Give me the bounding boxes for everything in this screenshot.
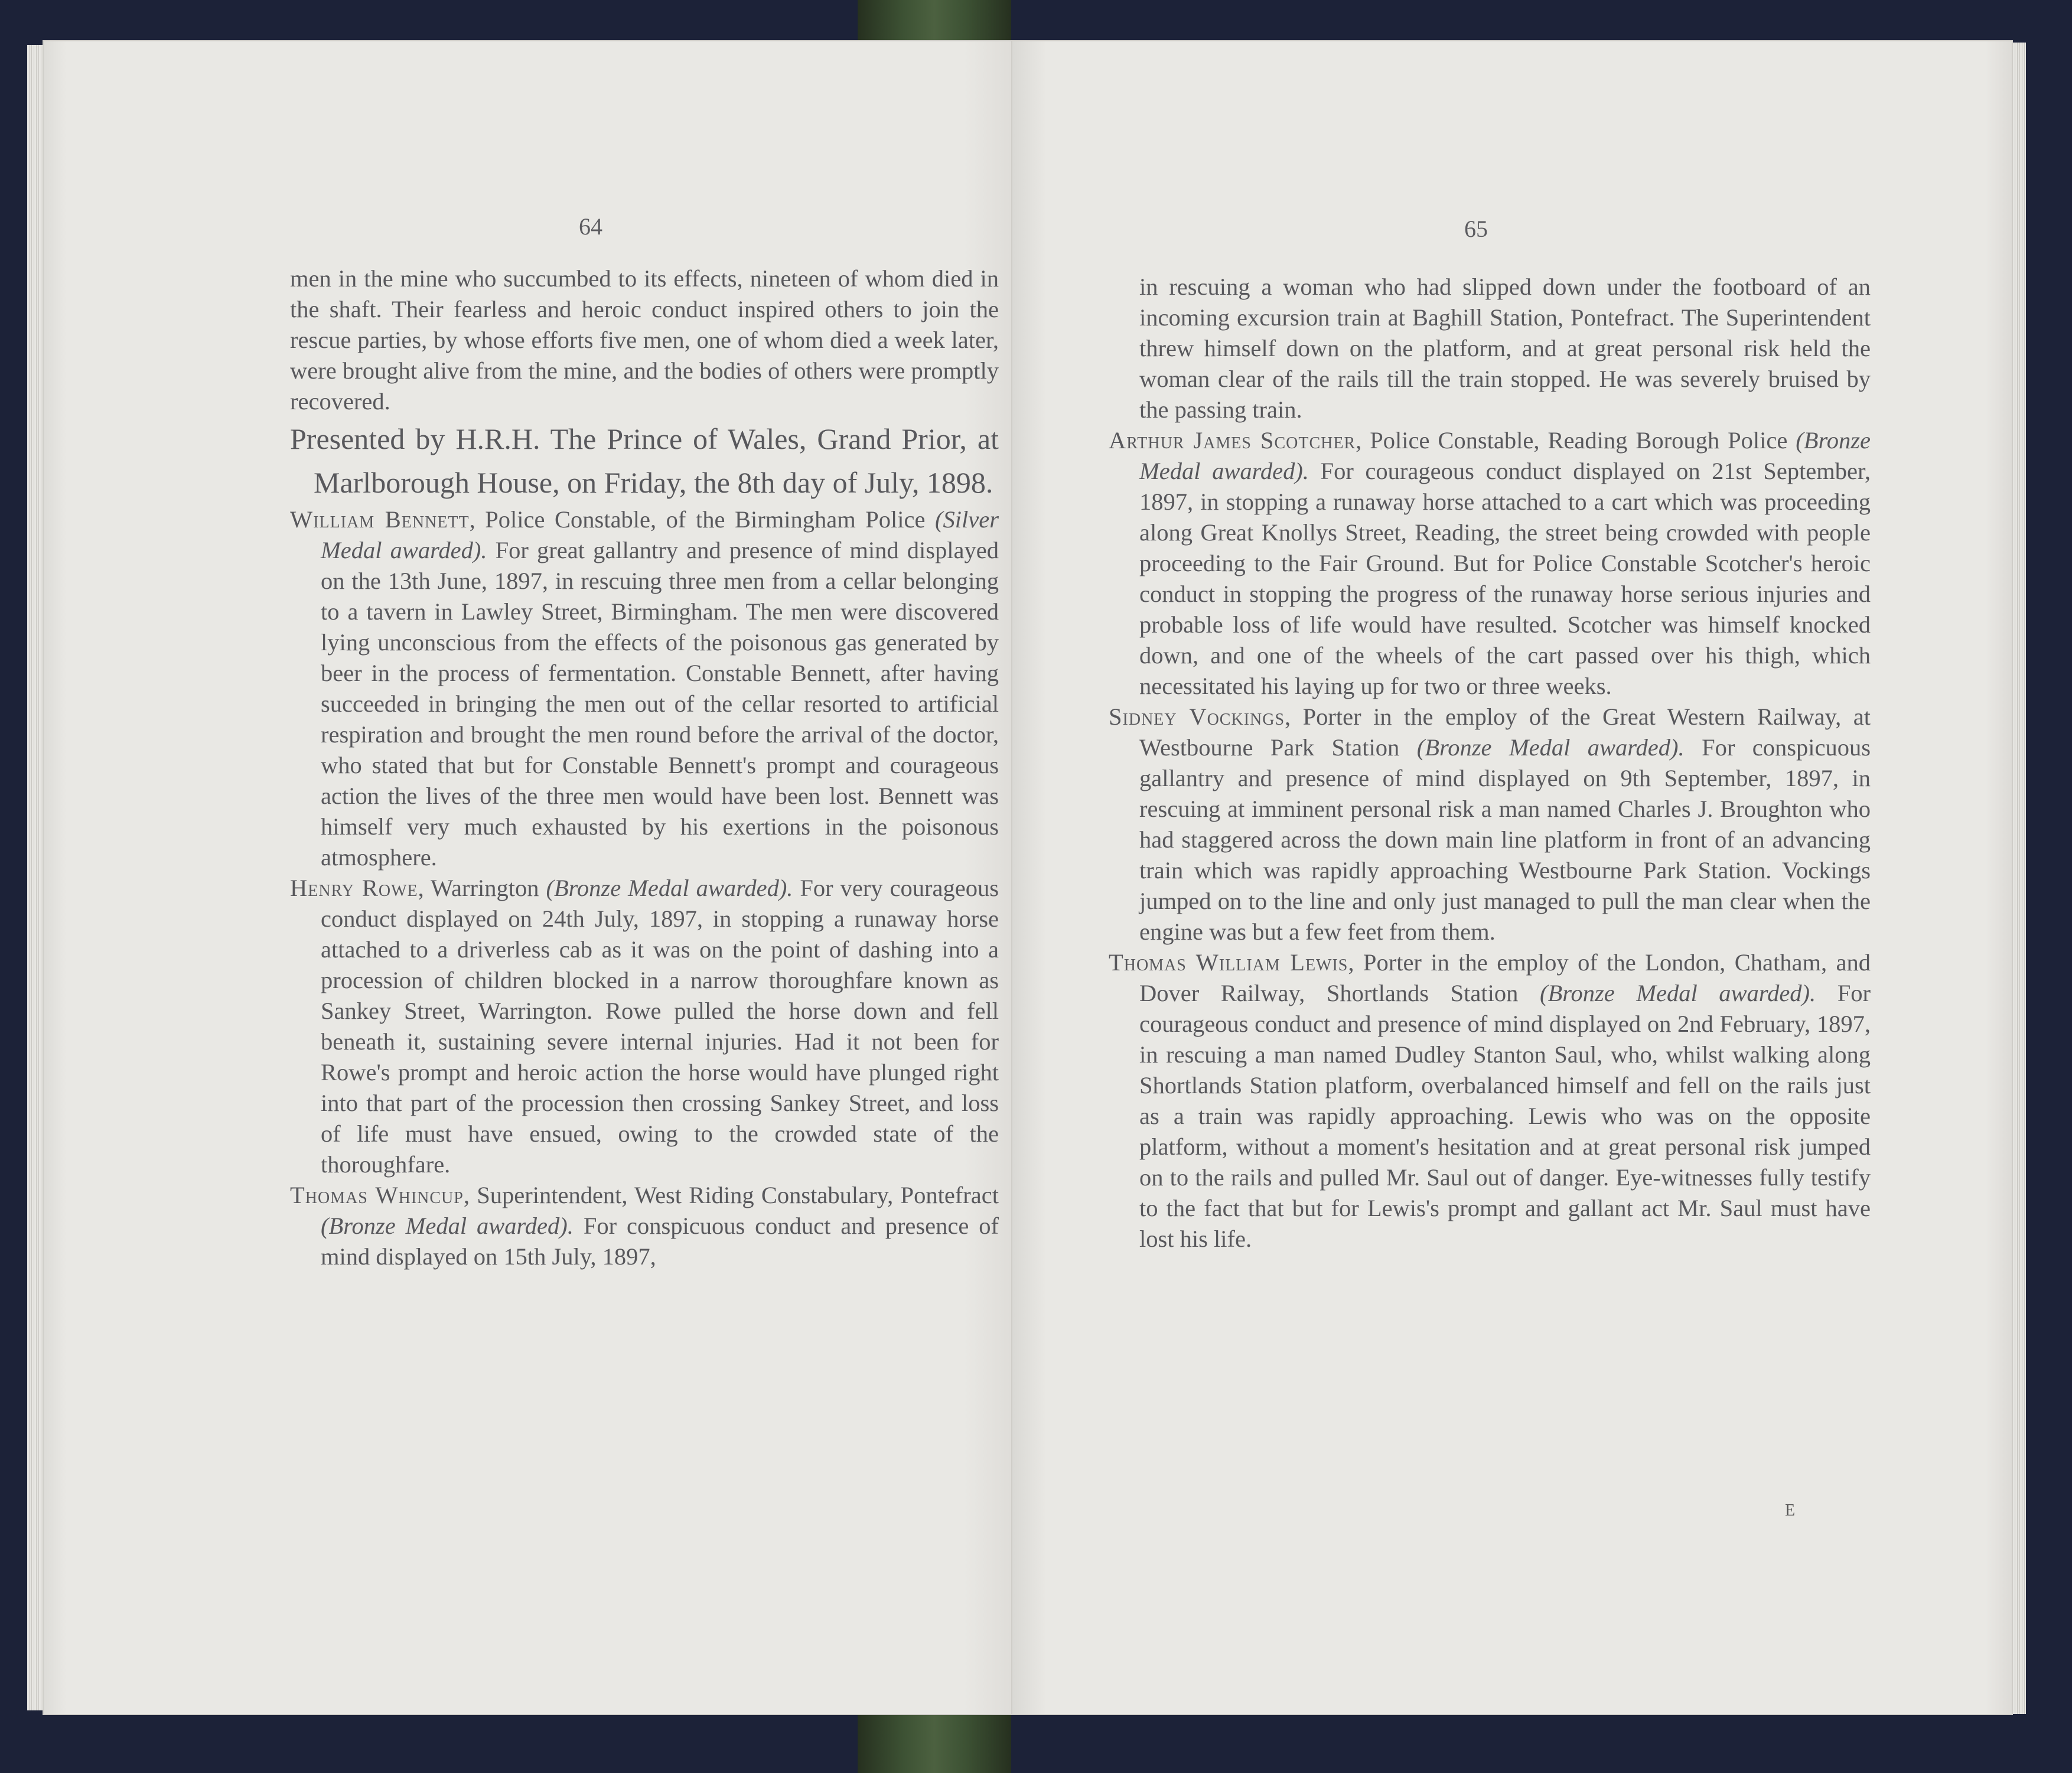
recipient-role: , Superintendent, West Riding Constabulary, Pontefract	[463, 1182, 999, 1208]
medal-award: (Bronze Medal awarded).	[321, 1213, 574, 1239]
recipient-name: Thomas William Lewis	[1109, 949, 1348, 976]
signature-mark: E	[1785, 1501, 1796, 1520]
award-entry-scotcher	[1109, 425, 1871, 702]
citation-text: For conspicuous gallantry and presence of mind displayed on 9th September, 1897, in rescuing at imminent personal risk a man named Charles J. Broughton who had staggered across the down main line platform in front of an advancing train which was rapidly approaching Westbourne Park Station. Vockings jumped on to the line and only just managed to pull the man clear when the engine was but a few feet from them.	[1139, 734, 1871, 945]
citation-text: For great gallantry and presence of mind displayed on the 13th June, 1897, in rescuing three men from a cellar belonging to a tavern in Lawley Street, Birmingham. The men were discovered lying unconscious from the effects of the poisonous gas generated by beer in the process of fermentation. Constable Bennett, after having succeeded in bringing the men out of the cellar resorted to artificial respiration and brought the men round before the arrival of the doctor, who stated that but for Constable Bennett's prompt and courageous action the lives of the three men would have been lost. Bennett was himself very much exhausted by his exertions in the poisonous atmosphere.	[321, 537, 999, 871]
recipient-role: , Warrington	[418, 875, 546, 901]
recipient-role: , Police Constable, Reading Borough Police	[1356, 427, 1796, 454]
recipient-name: Sidney Vockings	[1109, 703, 1285, 730]
medal-award: (Bronze Medal awarded).	[1416, 734, 1685, 761]
page-number-right: 65	[1464, 216, 1488, 242]
recipient-role: , Police Constable, of the Birmingham Police	[469, 506, 936, 533]
award-entry-vockings	[1109, 702, 1871, 947]
continuation-paragraph: men in the mine who succumbed to its effects, nineteen of whom died in the shaft. Their fearless and heroic conduct inspired others to join the rescue parties, by whose efforts five men, one of whom died a week later, were brought alive from the mine, and the bodies of others were promptly recovered.	[290, 265, 999, 415]
left-page-text	[290, 263, 999, 1272]
page-number-left: 64	[579, 213, 602, 240]
medal-award: (Bronze Medal awarded).	[546, 875, 793, 901]
recipient-name: Thomas Whincup	[290, 1182, 464, 1208]
award-entry-bennett	[290, 504, 999, 873]
medal-award: (Bronze Medal awarded).	[1539, 980, 1816, 1006]
recipient-role: , Porter in the employ of the London, Chatham, and Dover Railway, Shortlands Station	[1139, 949, 1871, 1006]
citation-text: For conspicuous conduct and presence of mind displayed on 15th July, 1897,	[321, 1213, 999, 1270]
award-entry-lewis	[1109, 947, 1871, 1254]
continuation-paragraph: in rescuing a woman who had slipped down under the footboard of an incoming excursion train at Baghill Station, Pontefract. The Superintendent threw himself down on the platform, and at great personal risk held the woman clear of the rails till the train stopped. He was severely bruised by the passing train.	[1139, 273, 1871, 423]
citation-text: For courageous conduct displayed on 21st September, 1897, in stopping a runaway horse attached to a cart which was proceeding along Great Knollys Street, Reading, the street being crowded with people proceeding to the Fair Ground. But for Police Constable Scotcher's heroic conduct in stopping the progress of the runaway horse serious injuries and probable loss of life would have resulted. Scotcher was himself knocked down, and one of the wheels of the cart passed over his thigh, which necessitated his laying up for two or three weeks.	[1139, 458, 1871, 699]
recipient-role: , Porter in the employ of the Great Western Railway, at Westbourne Park Station	[1139, 703, 1871, 761]
recipient-name: William Bennett	[290, 506, 470, 533]
left-page	[43, 40, 1015, 1715]
recipient-name: Arthur James Scotcher	[1109, 427, 1356, 454]
recipient-name: Henry Rowe	[290, 875, 418, 901]
award-entry-whincup	[290, 1180, 999, 1272]
medal-award: (Bronze Medal awarded).	[1139, 427, 1871, 484]
citation-text: For courageous conduct and presence of mind displayed on 2nd February, 1897, in rescuing a man named Dudley Stanton Saul, who, whilst walking along Shortlands Station platform, overbalanced himself and fell on the rails just as a train was rapidly approaching. Lewis who was on the opposite platform, without a moment's hesitation and at great personal risk jumped on to the rails and pulled Mr. Saul out of danger. Eye-witnesses fully testify to the fact that but for Lewis's prompt and gallant act Mr. Saul must have lost his life.	[1139, 980, 1871, 1252]
citation-text: For very courageous conduct displayed on 24th July, 1897, in stopping a runaway horse attached to a driverless cab as it was on the point of dashing into a procession of children blocked in a narrow thoroughfare known as Sankey Street, Warrington. Rowe pulled the horse down and fell beneath it, sustaining severe internal injuries. Had it not been for Rowe's prompt and heroic action the horse would have plunged right into that part of the procession then crossing Sankey Street, and loss of life must have ensued, owing to the crowded state of the thoroughfare.	[321, 875, 999, 1178]
award-entry-rowe	[290, 873, 999, 1180]
medal-award: (Silver Medal awarded).	[321, 506, 999, 563]
right-page	[1011, 40, 2013, 1715]
right-page-text	[1109, 272, 1871, 1254]
presentation-heading: Presented by H.R.H. The Prince of Wales, Grand Prior, at Marlborough House, on Friday, the 8th day of July, 1898.	[290, 422, 999, 499]
